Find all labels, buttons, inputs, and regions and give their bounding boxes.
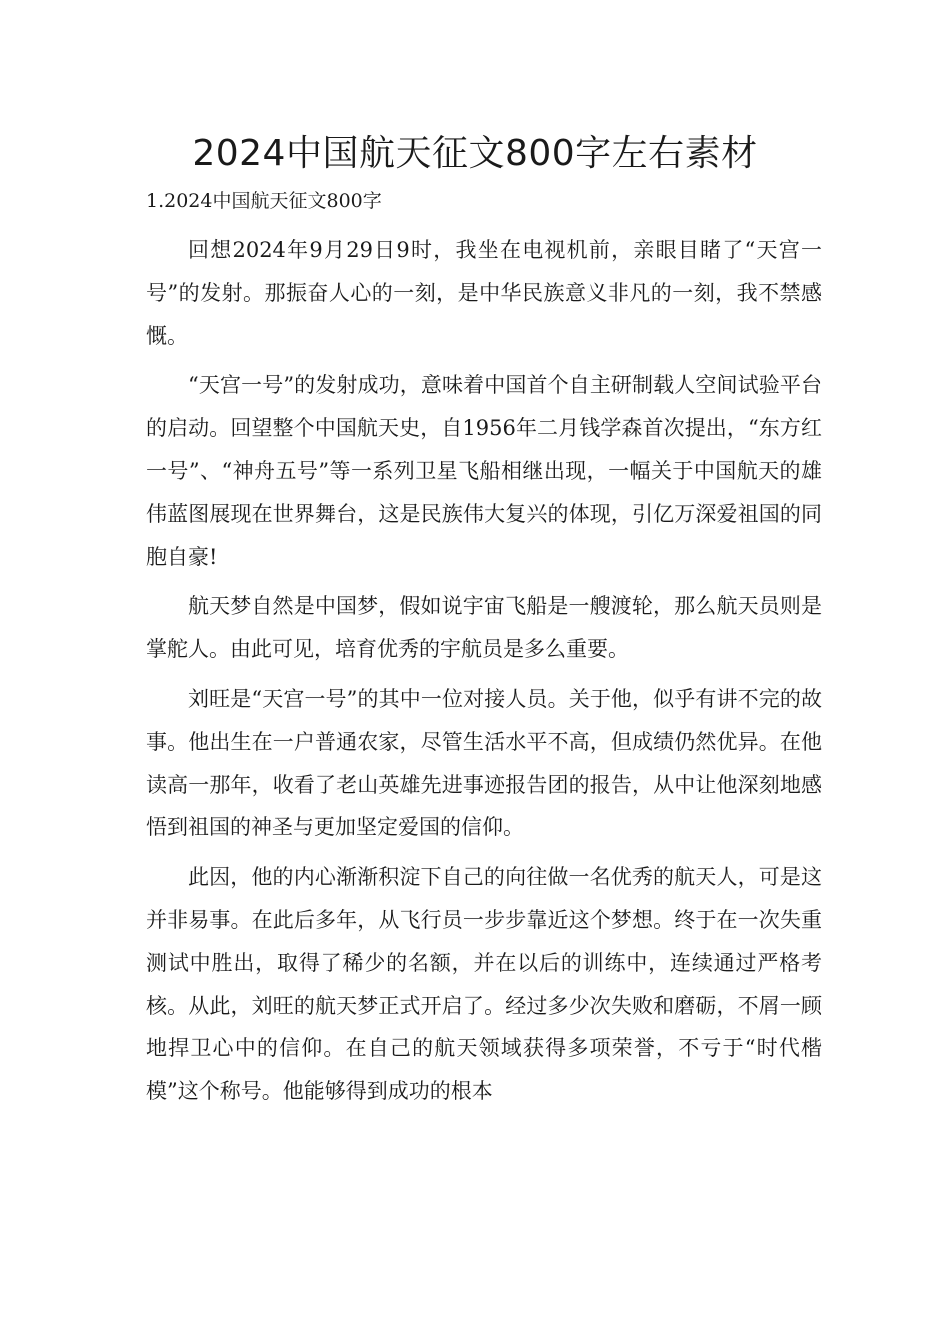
section-heading: 1.2024中国航天征文800字 xyxy=(146,190,382,212)
paragraph: 此因，他的内心渐渐积淀下自己的向往做一名优秀的航天人，可是这并非易事。在此后多年，从飞行员一步步靠近这个梦想。终于在一次失重测试中胜出，取得了稀少的名额，并在以后的训练中，连续通过严格考核。从此，刘旺的航天梦正式开启了。经过多少次失败和磨砺，不屑一顾地捍卫心中的信仰。在自己的航天领域获得多项荣誉，不亏于“时代楷模”这个称号。他能够得到成功的根本 xyxy=(146,865,822,1104)
paragraph: 航天梦自然是中国梦，假如说宇宙飞船是一艘渡轮，那么航天员则是掌舵人。由此可见，培育优秀的宇航员是多么重要。 xyxy=(146,594,822,662)
paragraph: 刘旺是“天宫一号”的其中一位对接人员。关于他，似乎有讲不完的故事。他出生在一户普通农家，尽管生活水平不高，但成绩仍然优异。在他读高一那年，收看了老山英雄先进事迹报告团的报告，从中让他深刻地感悟到祖国的神圣与更加坚定爱国的信仰。 xyxy=(146,686,822,840)
paragraph: “天宫一号”的发射成功，意味着中国首个自主研制载人空间试验平台的启动。回望整个中国航天史，自1956年二月钱学森首次提出，“东方红一号”、“神舟五号”等一系列卫星飞船相继出现，一幅关于中国航天的雄伟蓝图展现在世界舞台，这是民族伟大复兴的体现，引亿万深爱祖国的同胞自豪! xyxy=(146,373,822,569)
paragraph: 回想2024年9月29日9时，我坐在电视机前，亲眼目睹了“天宫一号”的发射。那振奋人心的一刻，是中华民族意义非凡的一刻，我不禁感慨。 xyxy=(146,238,822,348)
document-title: 2024中国航天征文800字左右素材 xyxy=(192,133,758,174)
document-body xyxy=(146,229,822,1120)
